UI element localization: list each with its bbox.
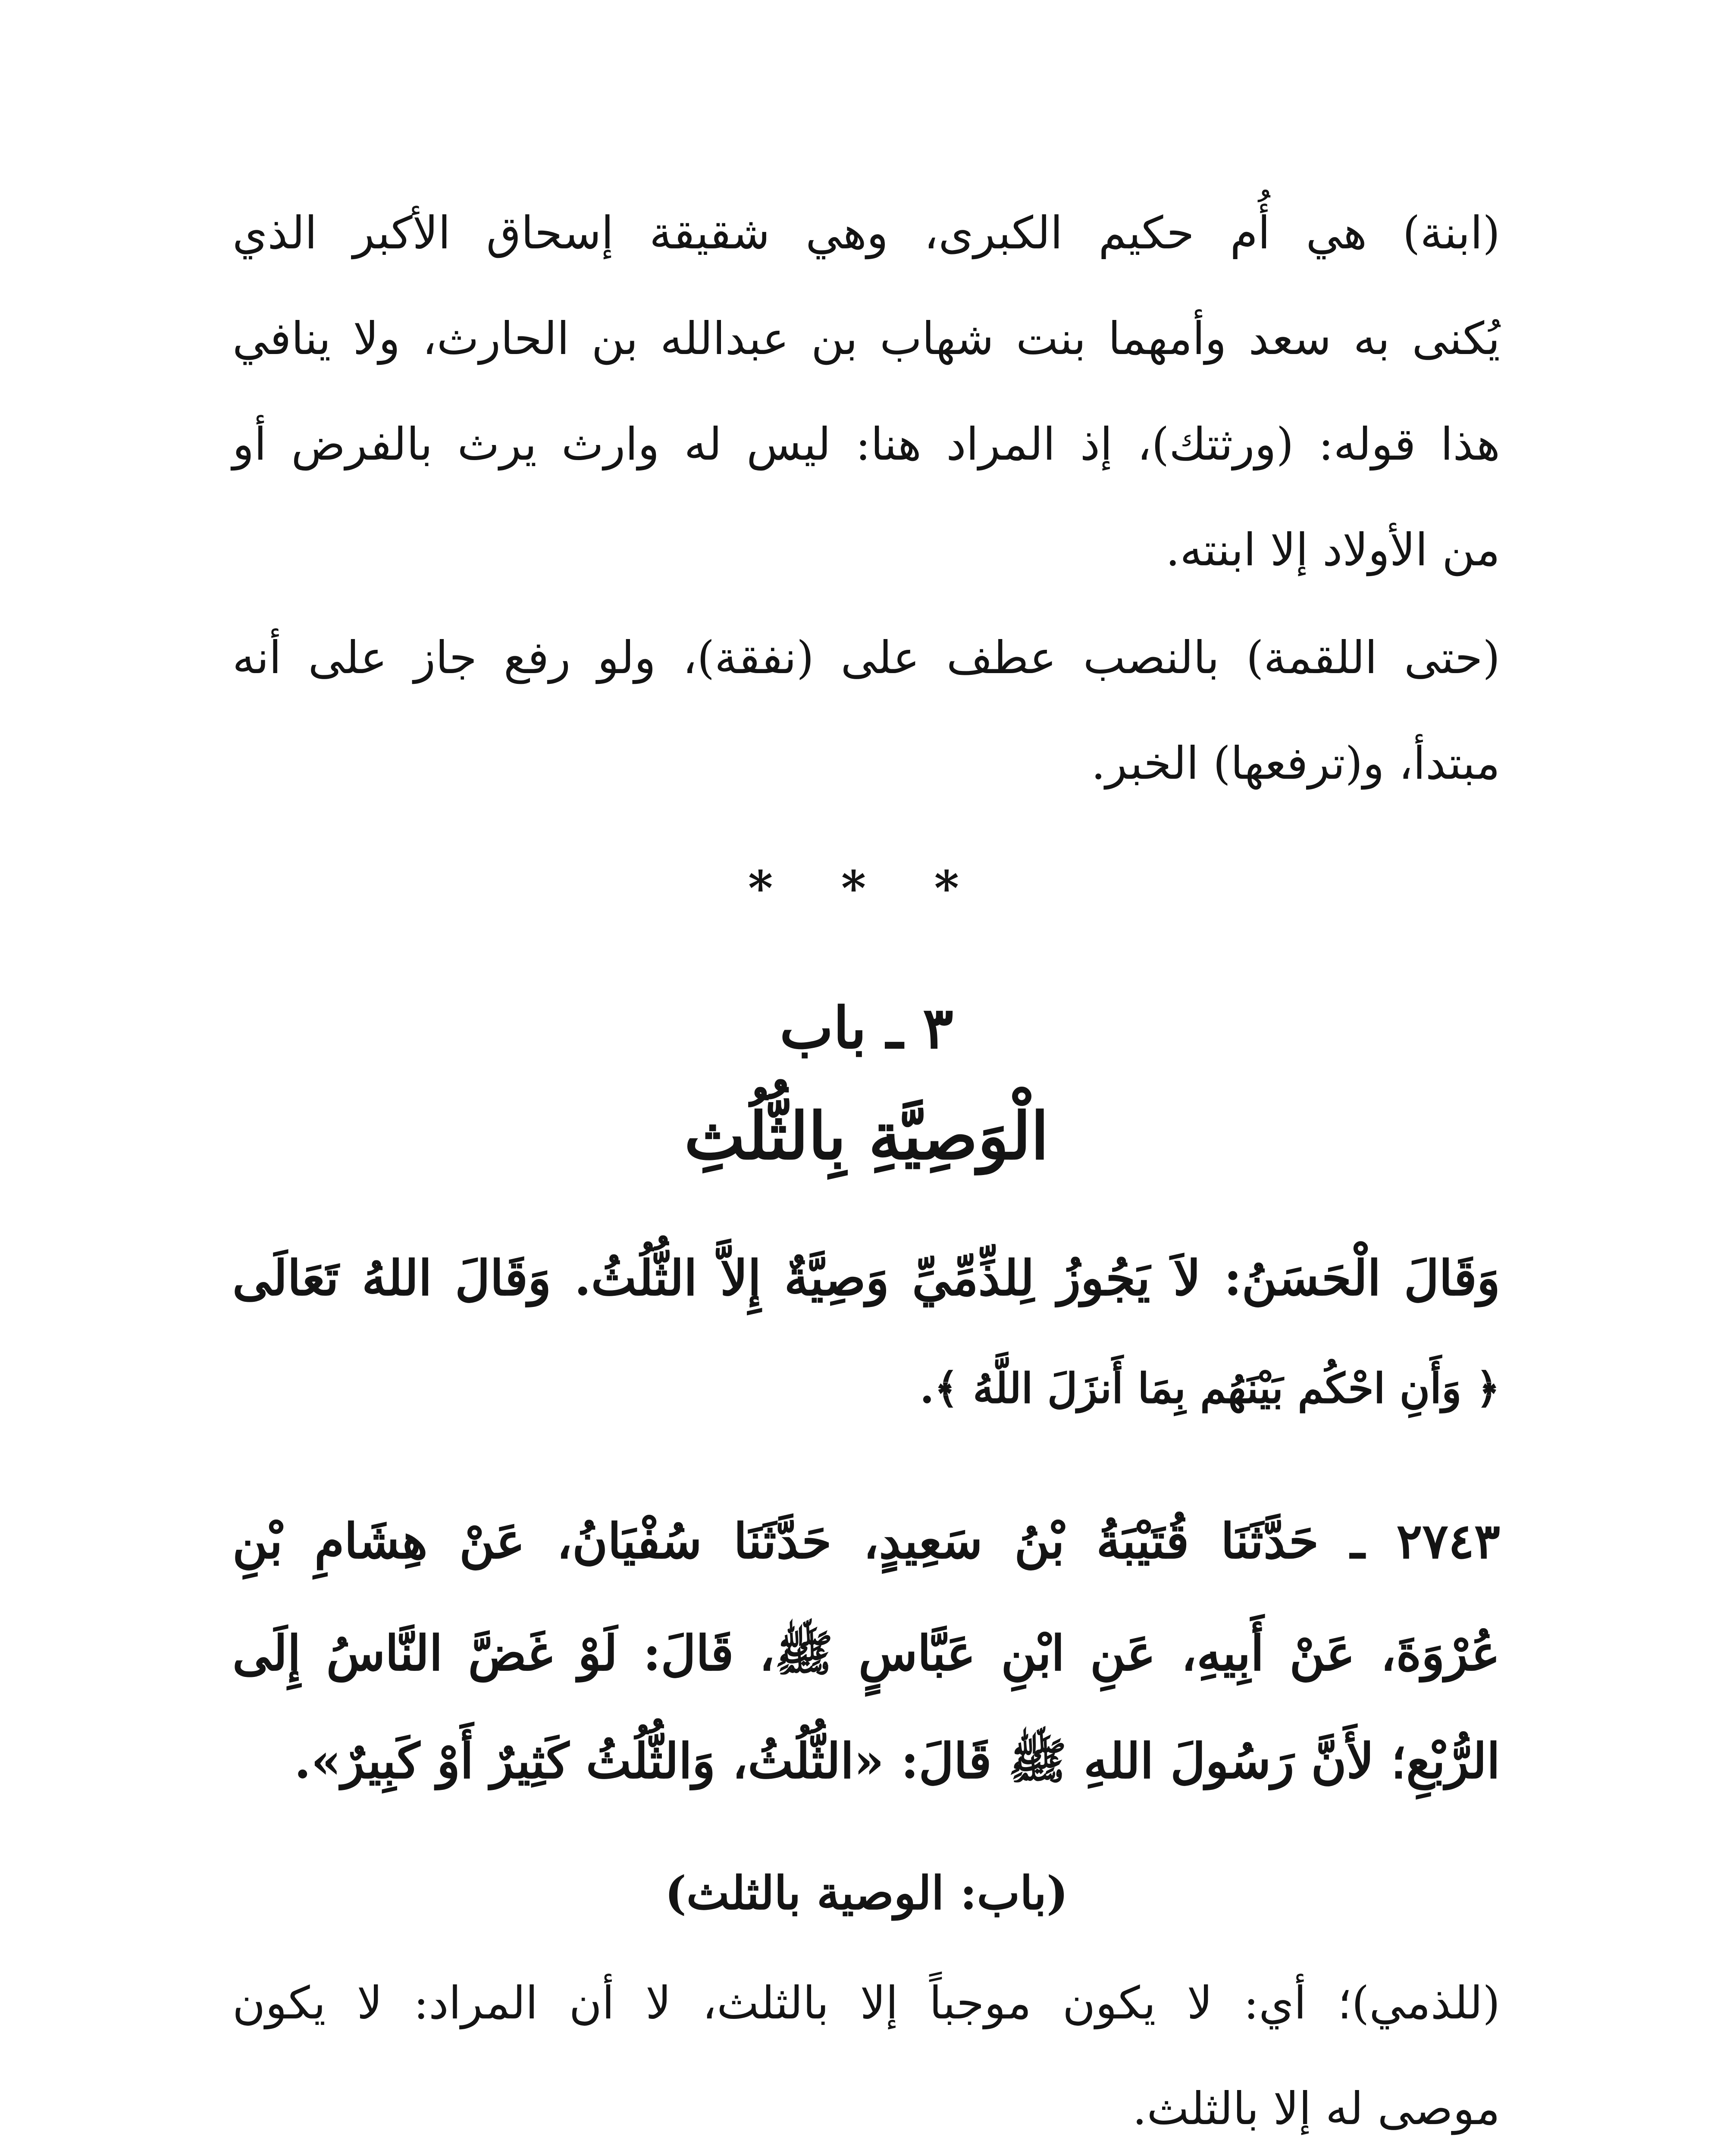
intro-line: وَقَالَ الْحَسَنُ: لاَ يَجُوزُ لِلذِّمِّيِّ وَصِيَّةٌ إِلاَّ الثُّلُثُ. وَقَالَ اللهُ تَعَالَى — [232, 1250, 1500, 1307]
commentary-line: موصى له إلا بالثلث. — [1132, 2082, 1500, 2135]
commentary-line: من الأولاد إلا ابنته. — [1166, 523, 1500, 576]
section-separator: * * * — [748, 860, 985, 916]
commentary-line: (ابنة) هي أُم حكيم الكبرى، وهي شقيقة إسحاق الأكبر الذي — [232, 207, 1500, 259]
commentary-line: مبتدأ، و(ترفعها) الخبر. — [1091, 737, 1500, 790]
commentary-line: هذا قوله: (ورثتك)، إذ المراد هنا: ليس له وارث يرث بالفرض أو — [232, 418, 1500, 470]
hadith-line: ٢٧٤٣ ـ حَدَّثَنَا قُتَيْبَةُ بْنُ سَعِيدٍ، حَدَّثَنَا سُفْيَانُ، عَنْ هِشَامِ بْنِ — [232, 1513, 1500, 1570]
hadith-line: عُرْوَةَ، عَنْ أَبِيهِ، عَنِ ابْنِ عَبَّاسٍ ﷺ، قَالَ: لَوْ غَضَّ النَّاسُ إِلَى — [232, 1625, 1500, 1682]
quran-verse: ﴿ وَأَنِ احْكُم بَيْنَهُم بِمَا أَنزَلَ اللَّهُ ﴾. — [920, 1364, 1500, 1413]
chapter-number: ٣ ـ باب — [780, 995, 953, 1062]
commentary-line: يُكنى به سعد وأمهما بنت شهاب بن عبدالله بن الحارث، ولا ينافي — [232, 312, 1500, 365]
chapter-title: الْوَصِيَّةِ بِالثُّلُثِ — [684, 1098, 1049, 1174]
commentary-heading: (باب: الوصية بالثلث) — [664, 1866, 1069, 1920]
hadith-line: الرُّبْعِ؛ لأَنَّ رَسُولَ اللهِ ﷺ قَالَ: «الثُّلُثُ، وَالثُّلُثُ كَثِيرٌ أَوْ كَبِيرٌ». — [294, 1733, 1500, 1789]
commentary-line: (للذمي)؛ أي: لا يكون موجباً إلا بالثلث، لا أن المراد: لا يكون — [232, 1977, 1501, 2029]
commentary-line: (حتى اللقمة) بالنصب عطف على (نفقة)، ولو رفع جاز على أنه — [232, 631, 1500, 684]
